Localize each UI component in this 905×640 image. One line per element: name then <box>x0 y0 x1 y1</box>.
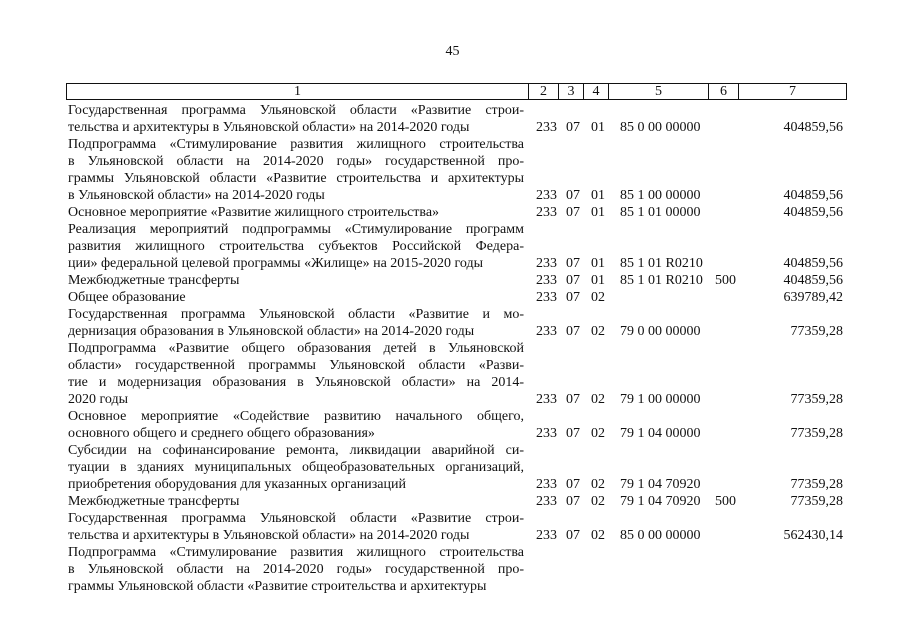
header-col-2: 2 <box>528 83 558 100</box>
row-description <box>68 408 524 442</box>
section-code: 07 <box>566 188 580 203</box>
row-description <box>68 544 524 595</box>
table-row <box>0 340 905 408</box>
amount: 404859,56 <box>783 273 843 288</box>
description-line: Подпрограмма «Стимулирование развития жилищного строительства <box>68 137 524 152</box>
section-code: 07 <box>566 426 580 441</box>
amount: 77359,28 <box>790 426 843 441</box>
section-code: 07 <box>566 528 580 543</box>
table-row <box>0 272 905 289</box>
table-row <box>0 289 905 306</box>
description-line: Субсидии на софинансирование ремонта, ликвидации аварийной си- <box>68 443 524 458</box>
subsection-code: 02 <box>591 392 605 407</box>
admin-code: 233 <box>536 256 557 271</box>
header-col-1: 1 <box>66 83 528 100</box>
subsection-code: 01 <box>591 120 605 135</box>
table-row <box>0 510 905 544</box>
subsection-code: 02 <box>591 290 605 305</box>
admin-code: 233 <box>536 426 557 441</box>
description-line: тельства и архитектуры в Ульяновской области» на 2014-2020 годы <box>68 528 470 543</box>
target-article: 79 1 04 00000 <box>620 426 701 441</box>
description-line: Подпрограмма «Развитие общего образования детей в Ульяновской <box>68 341 524 356</box>
amount: 562430,14 <box>783 528 843 543</box>
table-row <box>0 221 905 272</box>
amount: 404859,56 <box>783 256 843 271</box>
row-description <box>68 306 524 340</box>
description-line: Подпрограмма «Стимулирование развития жилищного строительства <box>68 545 524 560</box>
amount: 77359,28 <box>790 494 843 509</box>
table-row <box>0 136 905 204</box>
page-number: 45 <box>445 44 460 59</box>
header-col-3: 3 <box>558 83 583 100</box>
row-description <box>68 493 524 510</box>
description-line: области» государственной программы Ульяновской области «Разви- <box>68 358 524 373</box>
section-code: 07 <box>566 324 580 339</box>
section-code: 07 <box>566 273 580 288</box>
amount: 404859,56 <box>783 205 843 220</box>
section-code: 07 <box>566 205 580 220</box>
header-col-6: 6 <box>708 83 738 100</box>
section-code: 07 <box>566 494 580 509</box>
description-line: Основное мероприятие «Содействие развитию начального общего, <box>68 409 524 424</box>
target-article: 79 0 00 00000 <box>620 324 701 339</box>
row-description <box>68 340 524 408</box>
subsection-code: 01 <box>591 188 605 203</box>
expense-type: 500 <box>715 273 736 288</box>
description-line: в Ульяновской области на 2014-2020 годы» государственной про- <box>68 154 524 169</box>
admin-code: 233 <box>536 528 557 543</box>
admin-code: 233 <box>536 120 557 135</box>
target-article: 85 1 01 R0210 <box>620 273 703 288</box>
table-row <box>0 204 905 221</box>
description-line: Реализация мероприятий подпрограммы «Стимулирование программ <box>68 222 524 237</box>
admin-code: 233 <box>536 188 557 203</box>
table-row <box>0 544 905 595</box>
table-row <box>0 442 905 493</box>
subsection-code: 02 <box>591 324 605 339</box>
section-code: 07 <box>566 392 580 407</box>
section-code: 07 <box>566 477 580 492</box>
row-description <box>68 204 524 221</box>
subsection-code: 02 <box>591 477 605 492</box>
table-row <box>0 493 905 510</box>
description-line: в Ульяновской области» на 2014-2020 годы <box>68 188 325 203</box>
description-line: ции» федеральной целевой программы «Жилище» на 2015-2020 годы <box>68 256 483 271</box>
table-row <box>0 408 905 442</box>
description-line: Межбюджетные трансферты <box>68 494 240 509</box>
target-article: 79 1 00 00000 <box>620 392 701 407</box>
target-article: 79 1 04 70920 <box>620 477 701 492</box>
description-line: тие и модернизация образования в Ульяновской области» на 2014- <box>68 375 524 390</box>
admin-code: 233 <box>536 494 557 509</box>
target-article: 85 1 00 00000 <box>620 188 701 203</box>
row-description <box>68 102 524 136</box>
target-article: 85 0 00 00000 <box>620 120 701 135</box>
amount: 404859,56 <box>783 188 843 203</box>
description-line: в Ульяновской области на 2014-2020 годы» государственной про- <box>68 562 524 577</box>
description-line: Основное мероприятие «Развитие жилищного строительства» <box>68 205 440 220</box>
description-line: основного общего и среднего общего образования» <box>68 426 375 441</box>
target-article: 79 1 04 70920 <box>620 494 701 509</box>
description-line: Государственная программа Ульяновской области «Развитие строи- <box>68 103 524 118</box>
subsection-code: 02 <box>591 528 605 543</box>
amount: 404859,56 <box>783 120 843 135</box>
description-line: Межбюджетные трансферты <box>68 273 240 288</box>
description-line: граммы Ульяновской области «Развитие строительства и архитектуры <box>68 171 524 186</box>
header-col-4: 4 <box>583 83 608 100</box>
amount: 77359,28 <box>790 392 843 407</box>
admin-code: 233 <box>536 290 557 305</box>
amount: 639789,42 <box>783 290 843 305</box>
subsection-code: 01 <box>591 273 605 288</box>
expense-type: 500 <box>715 494 736 509</box>
row-description <box>68 221 524 272</box>
admin-code: 233 <box>536 392 557 407</box>
description-line: туации в зданиях муниципальных общеобразовательных организаций, <box>68 460 524 475</box>
subsection-code: 02 <box>591 426 605 441</box>
subsection-code: 02 <box>591 494 605 509</box>
table-body <box>0 102 905 595</box>
section-code: 07 <box>566 290 580 305</box>
description-line: дернизация образования в Ульяновской области» на 2014-2020 годы <box>68 324 475 339</box>
section-code: 07 <box>566 256 580 271</box>
row-description <box>68 289 524 306</box>
description-line: развития жилищного строительства субъектов Российской Федера- <box>68 239 524 254</box>
header-col-5: 5 <box>608 83 708 100</box>
description-line: приобретения оборудования для указанных организаций <box>68 477 406 492</box>
header-col-7: 7 <box>738 83 847 100</box>
admin-code: 233 <box>536 324 557 339</box>
target-article: 85 0 00 00000 <box>620 528 701 543</box>
table-row <box>0 102 905 136</box>
description-line: Государственная программа Ульяновской области «Развитие строи- <box>68 511 524 526</box>
target-article: 85 1 01 00000 <box>620 205 701 220</box>
description-line: Государственная программа Ульяновской области «Развитие и мо- <box>68 307 524 322</box>
description-line: тельства и архитектуры в Ульяновской области» на 2014-2020 годы <box>68 120 470 135</box>
admin-code: 233 <box>536 205 557 220</box>
row-description <box>68 442 524 493</box>
amount: 77359,28 <box>790 324 843 339</box>
section-code: 07 <box>566 120 580 135</box>
target-article: 85 1 01 R0210 <box>620 256 703 271</box>
table-row <box>0 306 905 340</box>
description-line: граммы Ульяновской области «Развитие строительства и архитектуры <box>68 579 487 594</box>
subsection-code: 01 <box>591 205 605 220</box>
description-line: Общее образование <box>68 290 186 305</box>
row-description <box>68 510 524 544</box>
row-description <box>68 272 524 289</box>
row-description <box>68 136 524 204</box>
subsection-code: 01 <box>591 256 605 271</box>
admin-code: 233 <box>536 273 557 288</box>
amount: 77359,28 <box>790 477 843 492</box>
description-line: 2020 годы <box>68 392 129 407</box>
admin-code: 233 <box>536 477 557 492</box>
